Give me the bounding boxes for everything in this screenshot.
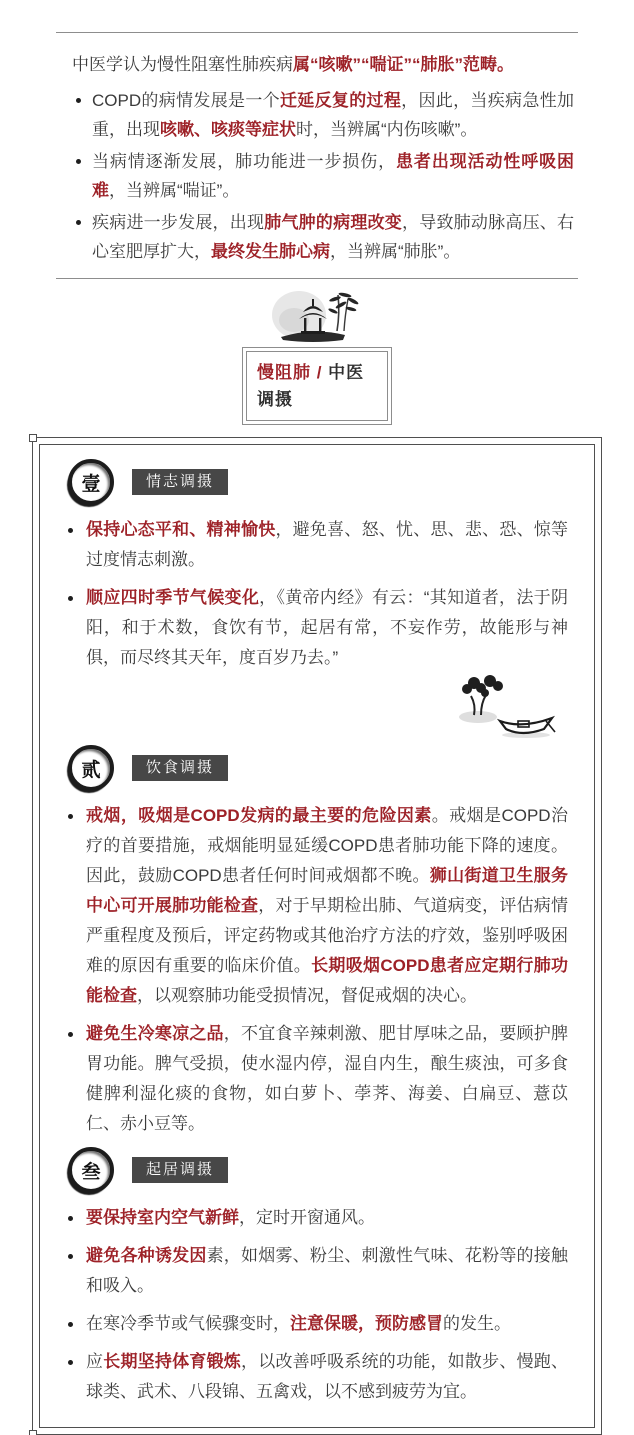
section-header [68,459,568,505]
boat-ink-illustration [68,671,568,739]
ink-trees-boat-icon [454,671,558,739]
bullet-item: 在寒冷季节或气候骤变时，注意保暖，预防感冒的发生。 [68,1309,568,1339]
bullet-item: 保持心态平和、精神愉快，避免喜、怒、忧、思、悲、恐、惊等过度情志刺激。 [68,515,568,575]
section-number: 壹 [81,473,101,495]
content-frame-inner [39,444,595,1428]
bullet-item: 应长期坚持体育锻炼，以改善呼吸系统的功能，如散步、慢跑、球类、武术、八段锦、五禽戏，以不感到疲劳为宜。 [68,1347,568,1407]
section-bullet-list [68,801,568,1139]
intro-bullet: 疾病进一步发展，出现肺气肿的病理改变，导致肺动脉高压、右心室肥厚扩大，最终发生肺心病，当辨属“肺胀”。 [72,208,574,266]
ink-pavilion-bamboo-icon [269,287,365,345]
intro-bullet: 当病情逐渐发展，肺功能进一步损伤，患者出现活动性呼吸困难，当辨属“喘证”。 [72,147,574,205]
article-title: 慢阻肺 / 中医调摄 [246,351,388,421]
section-bullet-list [68,515,568,673]
intro-bullet-list [72,86,574,266]
frame-corner-square [29,1430,37,1435]
section-daily-life-care [68,1147,568,1407]
bullet-item: 戒烟，吸烟是COPD发病的最主要的危险因素。戒烟是COPD治疗的首要措施，戒烟能明显延缓COPD患者肺功能下降的速度。因此，鼓励COPD患者任何时间戒烟都不晚。狮山街道卫生服务中心可开展肺功能检查，对于早期检出肺、气道病变，评估病情严重程度及预后，评定药物或其他治疗方法的疗效，鉴别呼吸困难的原因有重要的临床价值。长期吸烟COPD患者应定期行肺功能检查，以观察肺功能受损情况，督促戒烟的决心。 [68,801,568,1011]
intro-bullet: COPD的病情发展是一个迁延反复的过程，因此，当疾病急性加重，出现咳嗽、咳痰等症状时，当辨属“内伤咳嗽”。 [72,86,574,144]
divider-line [56,278,578,279]
section-title-badge: 饮食调摄 [132,755,228,781]
section-title-badge: 情志调摄 [132,469,228,495]
article-title-box [242,347,392,425]
section-number-seal [68,459,114,505]
intro-block [0,33,634,266]
section-header [68,1147,568,1193]
section-number: 叁 [81,1161,101,1183]
section-bullet-list [68,1203,568,1407]
intro-lead: 中医学认为慢性阻塞性肺疾病属“咳嗽”“喘证”“肺胀”范畴。 [72,55,514,74]
content-frame [32,437,602,1435]
pavilion-ink-illustration [0,287,634,345]
bullet-item: 顺应四时季节气候变化，《黄帝内经》有云：“其知道者，法于阴阳，和于术数，食饮有节，起居有常，不妄作劳，故能形与神俱，而尽终其天年，度百岁乃去。” [68,583,568,673]
section-header [68,745,568,791]
bullet-item: 避免生冷寒凉之品，不宜食辛辣刺激、肥甘厚味之品，要顾护脾胃功能。脾气受损，使水湿内停，湿自内生，酿生痰浊，可多食健脾利湿化痰的食物，如白萝卜、荸荠、海姜、白扁豆、薏苡仁、赤小豆等。 [68,1019,568,1139]
section-diet-care [68,745,568,1139]
section-number: 贰 [81,759,101,781]
section-title-badge: 起居调摄 [132,1157,228,1183]
bullet-item: 避免各种诱发因素，如烟雾、粉尘、刺激性气味、花粉等的接触和吸入。 [68,1241,568,1301]
section-number-seal [68,745,114,791]
bullet-item: 要保持室内空气新鲜，定时开窗通风。 [68,1203,568,1233]
section-number-seal [68,1147,114,1193]
frame-corner-square [29,434,37,442]
section-emotional-care [68,459,568,739]
